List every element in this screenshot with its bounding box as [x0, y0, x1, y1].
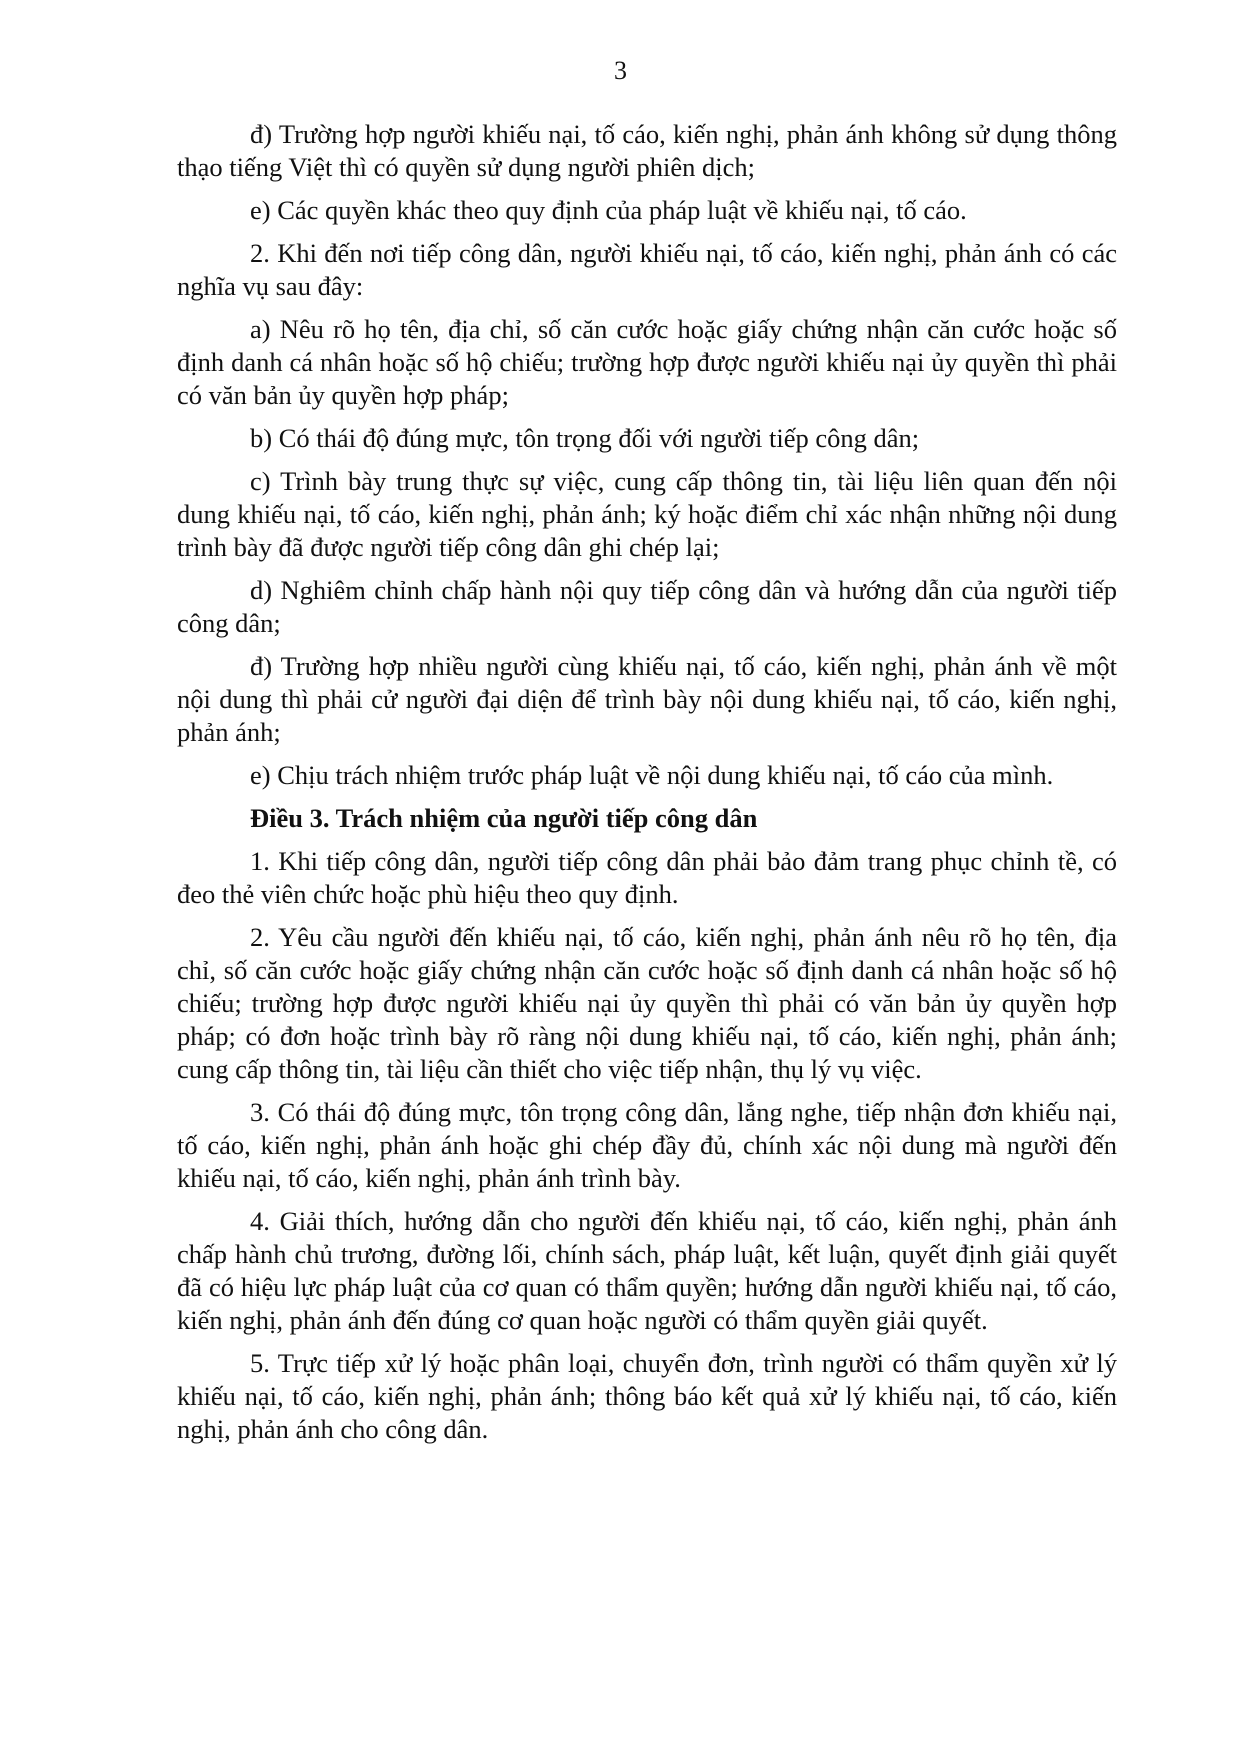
document-body: [177, 118, 1117, 1456]
paragraph-a-identity: a) Nêu rõ họ tên, địa chỉ, số căn cước hoặc giấy chứng nhận căn cước hoặc số định danh cá nhân hoặc số hộ chiếu; trường hợp được người khiếu nại ủy quyền thì phải có văn bản ủy quyền hợp pháp;: [177, 314, 1117, 410]
paragraph-3-3-attitude: 3. Có thái độ đúng mực, tôn trọng công dân, lắng nghe, tiếp nhận đơn khiếu nại, tố cáo, kiến nghị, phản ánh hoặc ghi chép đầy đủ, chính xác nội dung mà người đến khiếu nại, tố cáo, kiến nghị, phản ánh trình bày.: [177, 1097, 1117, 1193]
paragraph-d-comply: d) Nghiêm chỉnh chấp hành nội quy tiếp công dân và hướng dẫn của người tiếp công dân;: [177, 575, 1117, 638]
paragraph-3-2-request: 2. Yêu cầu người đến khiếu nại, tố cáo, kiến nghị, phản ánh nêu rõ họ tên, địa chỉ, số căn cước hoặc giấy chứng nhận căn cước hoặc số định danh cá nhân hoặc số hộ chiếu; trường hợp được người khiếu nại ủy quyền thì phải có văn bản ủy quyền hợp pháp; có đơn hoặc trình bày rõ ràng nội dung khiếu nại, tố cáo, kiến nghị, phản ánh; cung cấp thông tin, tài liệu cần thiết cho việc tiếp nhận, thụ lý vụ việc.: [177, 922, 1117, 1084]
paragraph-3-1-attire: 1. Khi tiếp công dân, người tiếp công dân phải bảo đảm trang phục chỉnh tề, có đeo thẻ viên chức hoặc phù hiệu theo quy định.: [177, 846, 1117, 909]
page-number: 3: [614, 56, 627, 85]
paragraph-c-truthful: c) Trình bày trung thực sự việc, cung cấp thông tin, tài liệu liên quan đến nội dung khiếu nại, tố cáo, kiến nghị, phản ánh; ký hoặc điểm chỉ xác nhận những nội dung trình bày đã được người tiếp công dân ghi chép lại;: [177, 466, 1117, 562]
paragraph-e-other-rights: e) Các quyền khác theo quy định của pháp luật về khiếu nại, tố cáo.: [250, 195, 967, 225]
paragraph-3-5-handle: 5. Trực tiếp xử lý hoặc phân loại, chuyển đơn, trình người có thẩm quyền xử lý khiếu nại, tố cáo, kiến nghị, phản ánh; thông báo kết quả xử lý khiếu nại, tố cáo, kiến nghị, phản ánh cho công dân.: [177, 1348, 1117, 1444]
paragraph-3-4-explain: 4. Giải thích, hướng dẫn cho người đến khiếu nại, tố cáo, kiến nghị, phản ánh chấp hành chủ trương, đường lối, chính sách, pháp luật, kết luận, quyết định giải quyết đã có hiệu lực pháp luật của cơ quan có thẩm quyền; hướng dẫn người khiếu nại, tố cáo, kiến nghị, phản ánh đến đúng cơ quan hoặc người có thẩm quyền giải quyết.: [177, 1206, 1117, 1335]
paragraph-2-obligations: 2. Khi đến nơi tiếp công dân, người khiếu nại, tố cáo, kiến nghị, phản ánh có các nghĩa vụ sau đây:: [177, 238, 1117, 301]
paragraph-b-attitude: b) Có thái độ đúng mực, tôn trọng đối với người tiếp công dân;: [250, 423, 920, 453]
paragraph-e-responsibility: e) Chịu trách nhiệm trước pháp luật về nội dung khiếu nại, tố cáo của mình.: [250, 760, 1054, 790]
paragraph-dd-representative: đ) Trường hợp nhiều người cùng khiếu nại, tố cáo, kiến nghị, phản ánh về một nội dung thì phải cử người đại diện để trình bày nội dung khiếu nại, tố cáo, kiến nghị, phản ánh;: [177, 651, 1117, 747]
paragraph-d-interpreter: đ) Trường hợp người khiếu nại, tố cáo, kiến nghị, phản ánh không sử dụng thông thạo tiếng Việt thì có quyền sử dụng người phiên dịch;: [177, 119, 1117, 182]
article-3-heading: Điều 3. Trách nhiệm của người tiếp công dân: [250, 803, 758, 833]
